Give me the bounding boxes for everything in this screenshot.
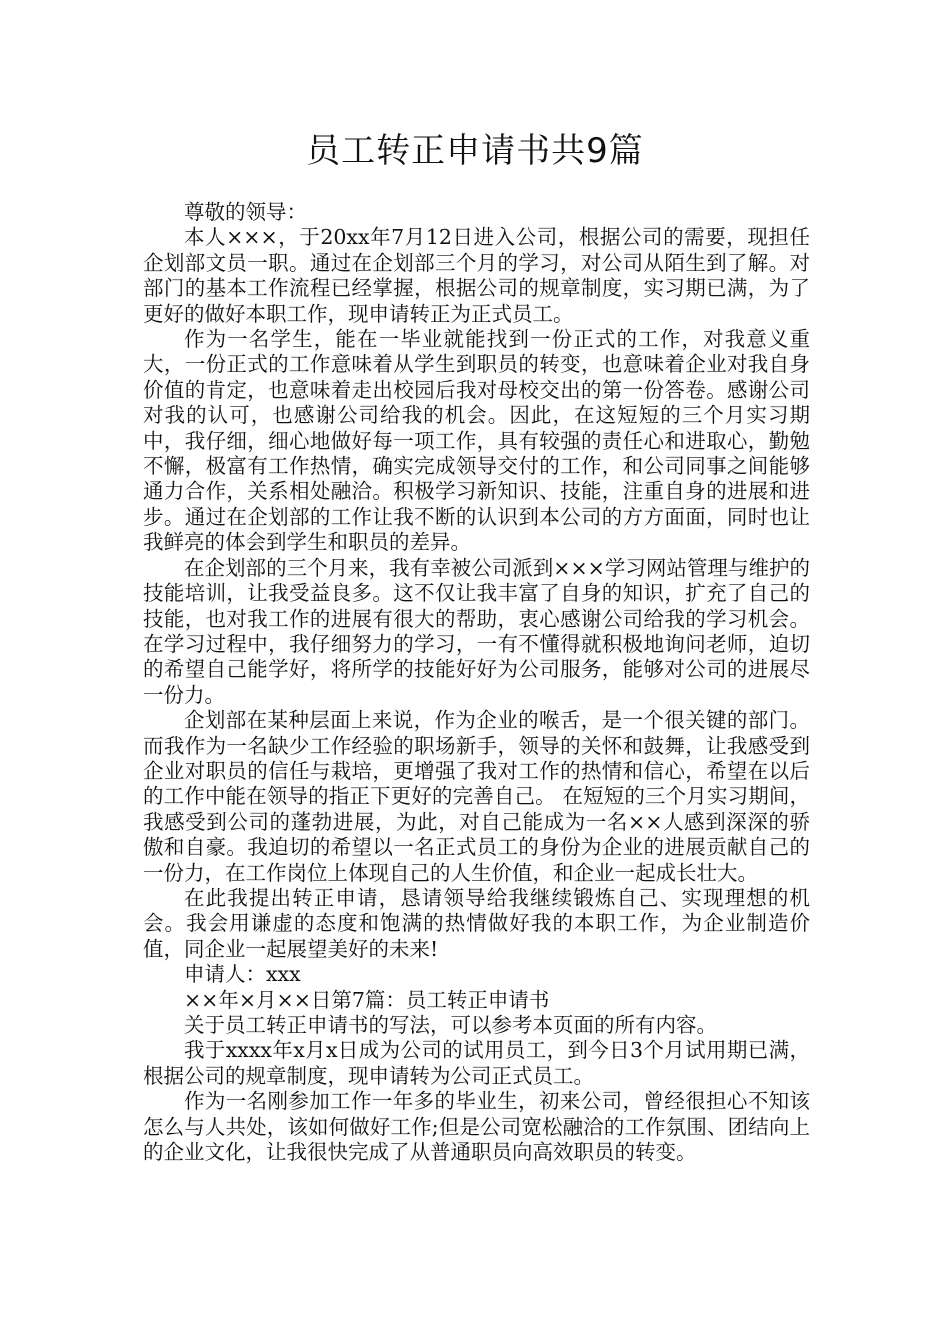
paragraph-request: 在此我提出转正申请，恳请领导给我继续锻炼自己、实现理想的机会。我会用谦虚的态度和饱满的热情做好我的本职工作，为企业制造价值，同企业一起展望美好的未来! [143,885,810,961]
document-body [143,200,810,1165]
paragraph-graduate: 作为一名刚参加工作一年多的毕业生，初来公司，曾经很担心不知该怎么与人共处，该如何做好工作;但是公司宽松融洽的工作氛围、团结向上的企业文化，让我很快完成了从普通职员向高效职员的转变。 [143,1089,810,1165]
paragraph-reference: 关于员工转正申请书的写法，可以参考本页面的所有内容。 [184,1013,717,1037]
date-heading-line: ××年×月××日第7篇：员工转正申请书 [184,987,550,1012]
document-title: 员工转正申请书共9篇 [306,131,644,171]
salutation: 尊敬的领导： [184,200,307,224]
paragraph-training: 在企划部的三个月来，我有幸被公司派到×××学习网站管理与维护的技能培训，让我受益良多。这不仅让我丰富了自身的知识，扩充了自己的技能，也对我工作的进展有很大的帮助，衷心感谢公司给我的学习机会。在学习过程中，我仔细努力的学习，一有不懂得就积极地询问老师，迫切的希望自己能学好，将所学的技能好好为公司服务，能够对公司的进展尽一份力。 [143,555,810,707]
paragraph-department: 企划部在某种层面上来说，作为企业的喉舌，是一个很关键的部门。而我作为一名缺少工作经验的职场新手，领导的关怀和鼓舞，让我感受到企业对职员的信任与栽培，更增强了我对工作的热情和信心，希望在以后的工作中能在领导的指正下更好的完善自己。 在短短的三个月实习期间，我感受到公司的蓬勃进展，为此，对自己能成为一名××人感到深深的骄傲和自豪。我迫切的希望以一名正式员工的身份为企业的进展贡献自己的一份力，在工作岗位上体现自己的人生价值，和企业一起成长壮大。 [143,708,810,885]
applicant-line: 申请人：xxx [184,962,301,987]
paragraph-significance: 作为一名学生，能在一毕业就能找到一份正式的工作，对我意义重大，一份正式的工作意味着从学生到职员的转变，也意味着企业对我自身价值的肯定，也意味着走出校园后我对母校交出的第一份答卷。感谢公司对我的认可，也感谢公司给我的机会。因此，在这短短的三个月实习期中，我仔细，细心地做好每一项工作，具有较强的责任心和进取心，勤勉不懈，极富有工作热情，确实完成领导交付的工作，和公司同事之间能够通力合作，关系相处融洽。积极学习新知识、技能，注重自身的进展和进步。通过在企划部的工作让我不断的认识到本公司的方方面面，同时也让我鲜亮的体会到学生和职员的差异。 [143,327,810,555]
paragraph-intro: 本人×××，于20xx年7月12日进入公司，根据公司的需要，现担任企划部文员一职。通过在企划部三个月的学习，对公司从陌生到了解。对部门的基本工作流程已经掌握，根据公司的规章制度，实习期已满，为了更好的做好本职工作，现申请转正为正式员工。 [143,225,810,326]
paragraph-probation: 我于xxxx年x月x日成为公司的试用员工，到今日3个月试用期已满，根据公司的规章制度，现申请转为公司正式员工。 [143,1038,810,1088]
